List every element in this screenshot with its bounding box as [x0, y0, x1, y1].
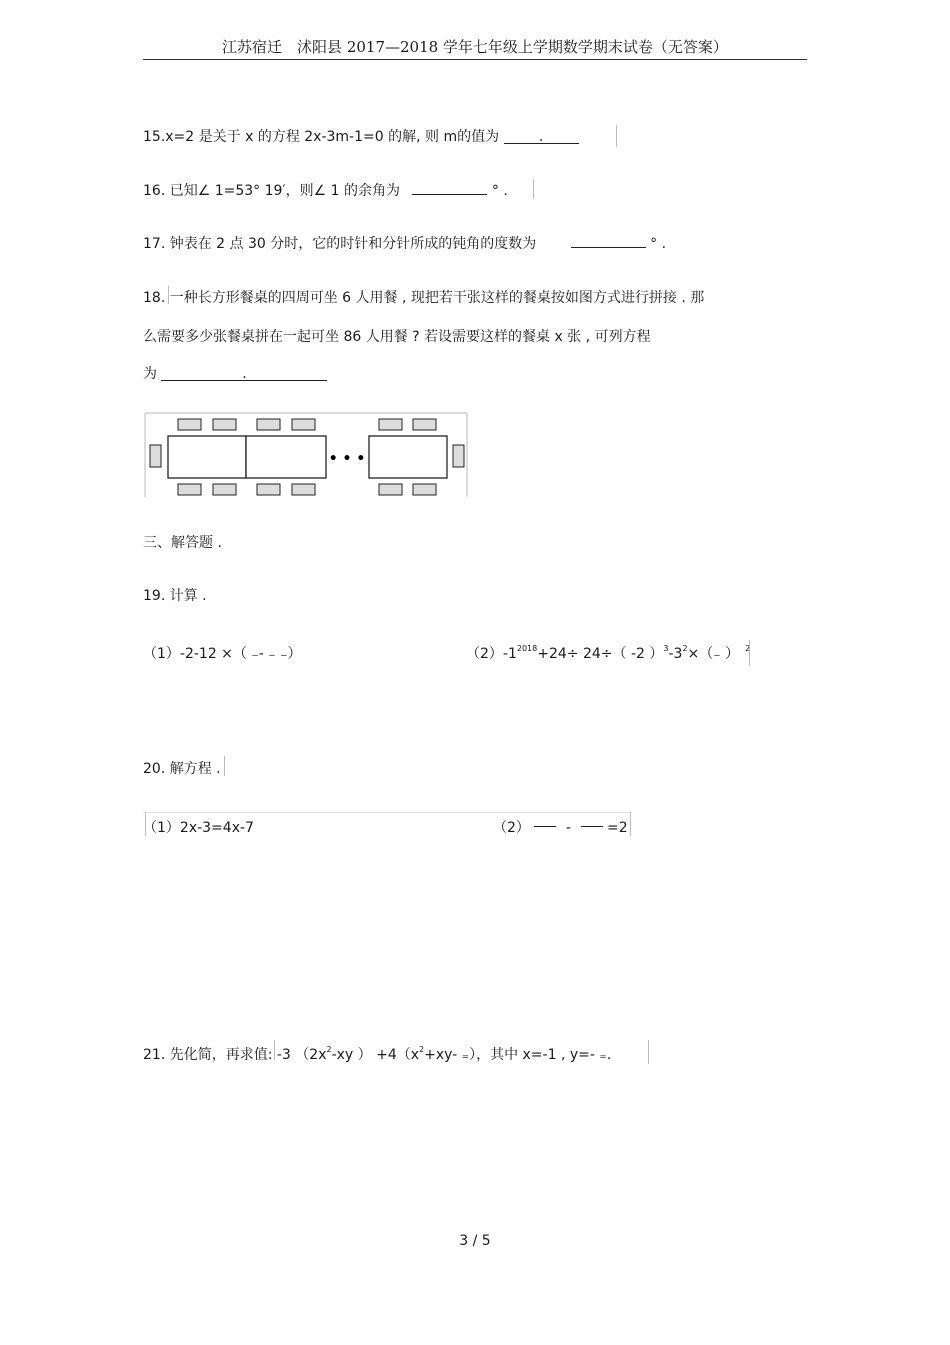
q21-c: +xy- ₌），其中 x=-1 , y=- ₌. — [424, 1047, 612, 1063]
question-16 — [143, 180, 508, 200]
chair-bottom-5 — [379, 484, 402, 495]
chair-top-3 — [257, 419, 280, 430]
chair-bottom-3 — [257, 484, 280, 495]
q16-suffix: ° . — [491, 183, 508, 199]
section-3-title: 三、解答题 . — [143, 535, 222, 551]
margin-mark — [648, 1040, 649, 1064]
chair-bottom-2 — [213, 484, 236, 495]
q20-p2-a: （2） — [493, 820, 530, 836]
q20-p2-minus: - — [565, 820, 571, 836]
q19-p2-b: +24÷ 24÷（ -2 ） — [537, 646, 664, 662]
q19-p2-exp3: 2 — [682, 644, 688, 653]
table-2 — [246, 436, 326, 478]
q19-part-2 — [466, 643, 750, 663]
q21-b: -xy ） +4（x — [331, 1047, 420, 1063]
q18-line-1: 18. 一种长方形餐桌的四周可坐 6 人用餐 , 现把若干张这样的餐桌按如图方式进行拼接 . 那 — [143, 290, 705, 306]
question-17 — [143, 233, 666, 253]
q16-blank — [412, 180, 487, 195]
q15-blank — [504, 129, 579, 144]
q17-suffix: ° . — [650, 236, 667, 252]
q20-title: 20. 解方程 . — [143, 761, 221, 777]
q20-part-2 — [493, 817, 628, 837]
q19-p2-exp1: 2018 — [516, 644, 538, 653]
margin-mark — [224, 756, 225, 776]
chair-left — [150, 445, 161, 467]
q18-blank — [161, 366, 327, 381]
q21-exp1: 2 — [326, 1045, 332, 1054]
q17-blank — [571, 233, 646, 248]
chair-top-4 — [292, 419, 315, 430]
page-number: 3 / 5 — [459, 1233, 491, 1249]
chair-right — [453, 445, 464, 467]
q19-p2-c: -3 — [668, 646, 683, 662]
question-21 — [143, 1044, 611, 1064]
chair-bottom-6 — [413, 484, 436, 495]
margin-mark — [274, 1040, 275, 1060]
chair-top-1 — [178, 419, 201, 430]
table-arrangement-figure — [143, 411, 469, 499]
q19-title: 19. 计算 . — [143, 588, 207, 604]
ellipsis-dots: • • • — [328, 451, 366, 467]
table-1 — [168, 436, 246, 478]
q21-exp2: 2 — [419, 1045, 425, 1054]
q19-part-1: （1）-2-12 ×（ ₋- ₋ ₋） — [143, 646, 302, 662]
q20-p2-b: =2 — [606, 820, 628, 836]
faint-rule — [143, 812, 631, 813]
fraction-bar — [534, 820, 556, 827]
chair-top-6 — [413, 419, 436, 430]
q19-p2-d: ×（₋ ） — [687, 646, 740, 662]
margin-mark — [168, 286, 169, 304]
table-n — [369, 436, 447, 478]
chair-top-2 — [213, 419, 236, 430]
q18-wei: 为 — [143, 366, 157, 382]
chair-top-5 — [379, 419, 402, 430]
q20-part-1: （1）2x-3=4x-7 — [143, 820, 254, 836]
q15-blank-dot: . — [538, 129, 544, 145]
q18-line-2: 么需要多少张餐桌拼在一起可坐 86 人用餐 ? 若设需要这样的餐桌 x 张 , 可列方程 — [143, 329, 651, 345]
margin-mark — [630, 812, 631, 836]
q16-text: 16. 已知∠ 1=53° 19′，则∠ 1 的余角为 — [143, 183, 400, 199]
q19-p2-exp2: 3 — [663, 644, 669, 653]
margin-mark — [749, 640, 750, 666]
fraction-bar — [581, 820, 603, 827]
header-rule — [143, 59, 807, 60]
q19-p2-a: （2）-1 — [466, 646, 517, 662]
chair-bottom-1 — [178, 484, 201, 495]
question-15 — [143, 126, 579, 146]
document-header: 江苏宿迁 沭阳县 2017—2018 学年七年级上学期数学期末试卷（无答案） — [222, 38, 728, 56]
margin-mark — [616, 125, 617, 147]
chair-bottom-4 — [292, 484, 315, 495]
margin-mark — [533, 179, 534, 199]
q15-text: 15.x=2 是关于 x 的方程 2x-3m-1=0 的解, 则 m的值为 — [143, 129, 500, 145]
q21-a: 21. 先化简，再求值: -3 （2x — [143, 1047, 327, 1063]
q19-p2-exp4: 2 — [745, 644, 751, 653]
q17-text: 17. 钟表在 2 点 30 分时，它的时针和分针所成的钝角的度数为 — [143, 236, 537, 252]
q18-line-3 — [143, 363, 327, 383]
q18-blank-dot: . — [242, 366, 247, 382]
